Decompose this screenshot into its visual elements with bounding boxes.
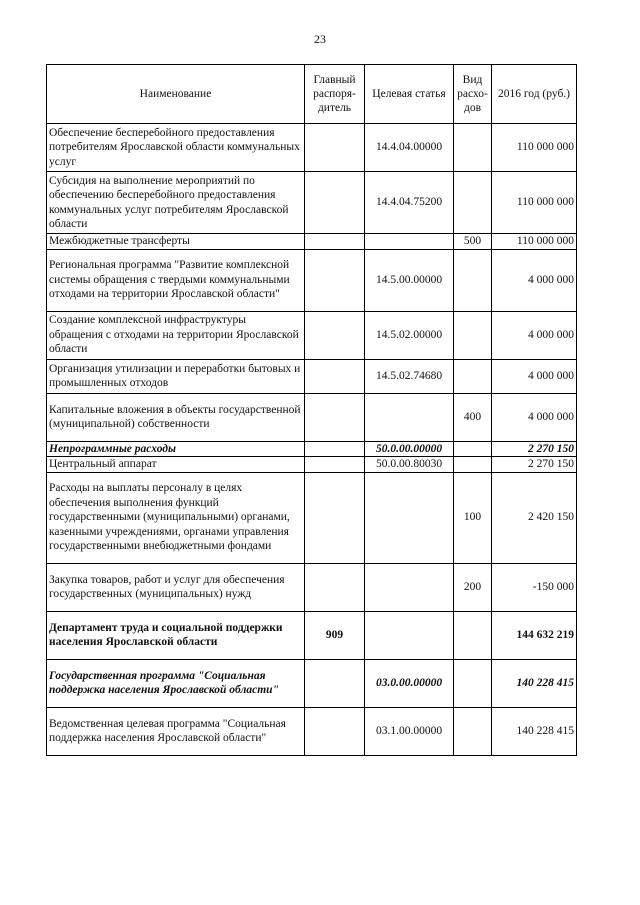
row-name-cell: Непрограммные расходы bbox=[47, 441, 305, 457]
row-amount-cell: 140 228 415 bbox=[492, 707, 577, 755]
row-expense-type-cell: 500 bbox=[454, 234, 492, 250]
row-target-article-cell: 50.0.00.80030 bbox=[365, 457, 454, 473]
row-administrator-cell bbox=[305, 472, 365, 563]
table-row bbox=[47, 441, 577, 457]
row-amount-cell: 4 000 000 bbox=[492, 249, 577, 311]
header-name: Наименование bbox=[47, 65, 305, 124]
row-target-article-cell bbox=[365, 611, 454, 659]
row-administrator-cell bbox=[305, 441, 365, 457]
row-name-cell: Расходы на выплаты персоналу в целях обеспечения выполнения функций государственными (муниципальными) органами, казенными учреждениями, органами управления государственными внебюджетными фондами bbox=[47, 472, 305, 563]
table-row bbox=[47, 124, 577, 172]
row-administrator-cell bbox=[305, 172, 365, 234]
table-row bbox=[47, 457, 577, 473]
row-expense-type-cell bbox=[454, 707, 492, 755]
table-row bbox=[47, 563, 577, 611]
row-amount-cell: 4 000 000 bbox=[492, 311, 577, 359]
page-number: 23 bbox=[314, 32, 326, 46]
row-name-cell: Департамент труда и социальной поддержки населения Ярославской области bbox=[47, 611, 305, 659]
row-expense-type-cell: 400 bbox=[454, 393, 492, 441]
table-row bbox=[47, 311, 577, 359]
row-amount-cell: 2 270 150 bbox=[492, 457, 577, 473]
table-row bbox=[47, 611, 577, 659]
row-amount-cell: 110 000 000 bbox=[492, 124, 577, 172]
row-amount-cell: 2 420 150 bbox=[492, 472, 577, 563]
row-amount-cell: 140 228 415 bbox=[492, 659, 577, 707]
row-expense-type-cell: 200 bbox=[454, 563, 492, 611]
row-target-article-cell: 14.4.04.75200 bbox=[365, 172, 454, 234]
row-expense-type-cell: 100 bbox=[454, 472, 492, 563]
row-amount-cell: 4 000 000 bbox=[492, 359, 577, 393]
row-name-cell: Организация утилизации и переработки бытовых и промышленных отходов bbox=[47, 359, 305, 393]
row-name-cell: Государственная программа "Социальная поддержка населения Ярославской области" bbox=[47, 659, 305, 707]
table-row bbox=[47, 172, 577, 234]
row-administrator-cell bbox=[305, 311, 365, 359]
row-amount-cell: 4 000 000 bbox=[492, 393, 577, 441]
row-target-article-cell: 14.4.04.00000 bbox=[365, 124, 454, 172]
table-row bbox=[47, 472, 577, 563]
row-expense-type-cell bbox=[454, 611, 492, 659]
row-administrator-cell bbox=[305, 659, 365, 707]
table-row bbox=[47, 234, 577, 250]
row-target-article-cell bbox=[365, 234, 454, 250]
row-administrator-cell bbox=[305, 393, 365, 441]
row-administrator-cell bbox=[305, 249, 365, 311]
row-expense-type-cell bbox=[454, 311, 492, 359]
row-administrator-cell bbox=[305, 457, 365, 473]
row-target-article-cell: 03.1.00.00000 bbox=[365, 707, 454, 755]
row-amount-cell: -150 000 bbox=[492, 563, 577, 611]
table-row bbox=[47, 707, 577, 755]
row-administrator-cell bbox=[305, 359, 365, 393]
table-row bbox=[47, 359, 577, 393]
row-name-cell: Центральный аппарат bbox=[47, 457, 305, 473]
row-target-article-cell bbox=[365, 472, 454, 563]
budget-table bbox=[46, 64, 577, 756]
row-expense-type-cell bbox=[454, 172, 492, 234]
row-name-cell: Закупка товаров, работ и услуг для обеспечения государственных (муниципальных) нужд bbox=[47, 563, 305, 611]
row-expense-type-cell bbox=[454, 457, 492, 473]
header-target-article: Целевая статья bbox=[365, 65, 454, 124]
row-expense-type-cell bbox=[454, 249, 492, 311]
table-row bbox=[47, 659, 577, 707]
row-expense-type-cell bbox=[454, 359, 492, 393]
header-expense-type: Вид расхо-дов bbox=[454, 65, 492, 124]
header-administrator: Главный распоря-дитель bbox=[305, 65, 365, 124]
row-administrator-cell bbox=[305, 234, 365, 250]
row-name-cell: Создание комплексной инфраструктуры обращения с отходами на территории Ярославской области bbox=[47, 311, 305, 359]
row-administrator-cell bbox=[305, 124, 365, 172]
row-name-cell: Субсидия на выполнение мероприятий по обеспечению бесперебойного предоставления коммунальных услуг потребителям Ярославской области bbox=[47, 172, 305, 234]
row-expense-type-cell bbox=[454, 124, 492, 172]
row-amount-cell: 110 000 000 bbox=[492, 234, 577, 250]
row-target-article-cell: 03.0.00.00000 bbox=[365, 659, 454, 707]
row-target-article-cell: 14.5.00.00000 bbox=[365, 249, 454, 311]
row-name-cell: Межбюджетные трансферты bbox=[47, 234, 305, 250]
row-target-article-cell: 50.0.00.00000 bbox=[365, 441, 454, 457]
table-header-row bbox=[47, 65, 577, 124]
row-target-article-cell: 14.5.02.74680 bbox=[365, 359, 454, 393]
row-amount-cell: 2 270 150 bbox=[492, 441, 577, 457]
row-name-cell: Ведомственная целевая программа "Социальная поддержка населения Ярославской области" bbox=[47, 707, 305, 755]
row-amount-cell: 110 000 000 bbox=[492, 172, 577, 234]
row-expense-type-cell bbox=[454, 441, 492, 457]
row-target-article-cell: 14.5.02.00000 bbox=[365, 311, 454, 359]
header-amount: 2016 год (руб.) bbox=[492, 65, 577, 124]
row-expense-type-cell bbox=[454, 659, 492, 707]
row-administrator-cell bbox=[305, 563, 365, 611]
row-target-article-cell bbox=[365, 563, 454, 611]
row-name-cell: Региональная программа "Развитие комплексной системы обращения с твердыми коммунальными отходами на территории Ярославской области" bbox=[47, 249, 305, 311]
row-name-cell: Обеспечение бесперебойного предоставления потребителям Ярославской области коммунальных услуг bbox=[47, 124, 305, 172]
row-administrator-cell bbox=[305, 707, 365, 755]
row-target-article-cell bbox=[365, 393, 454, 441]
table-row bbox=[47, 393, 577, 441]
row-administrator-cell: 909 bbox=[305, 611, 365, 659]
row-name-cell: Капитальные вложения в объекты государственной (муниципальной) собственности bbox=[47, 393, 305, 441]
row-amount-cell: 144 632 219 bbox=[492, 611, 577, 659]
table-row bbox=[47, 249, 577, 311]
